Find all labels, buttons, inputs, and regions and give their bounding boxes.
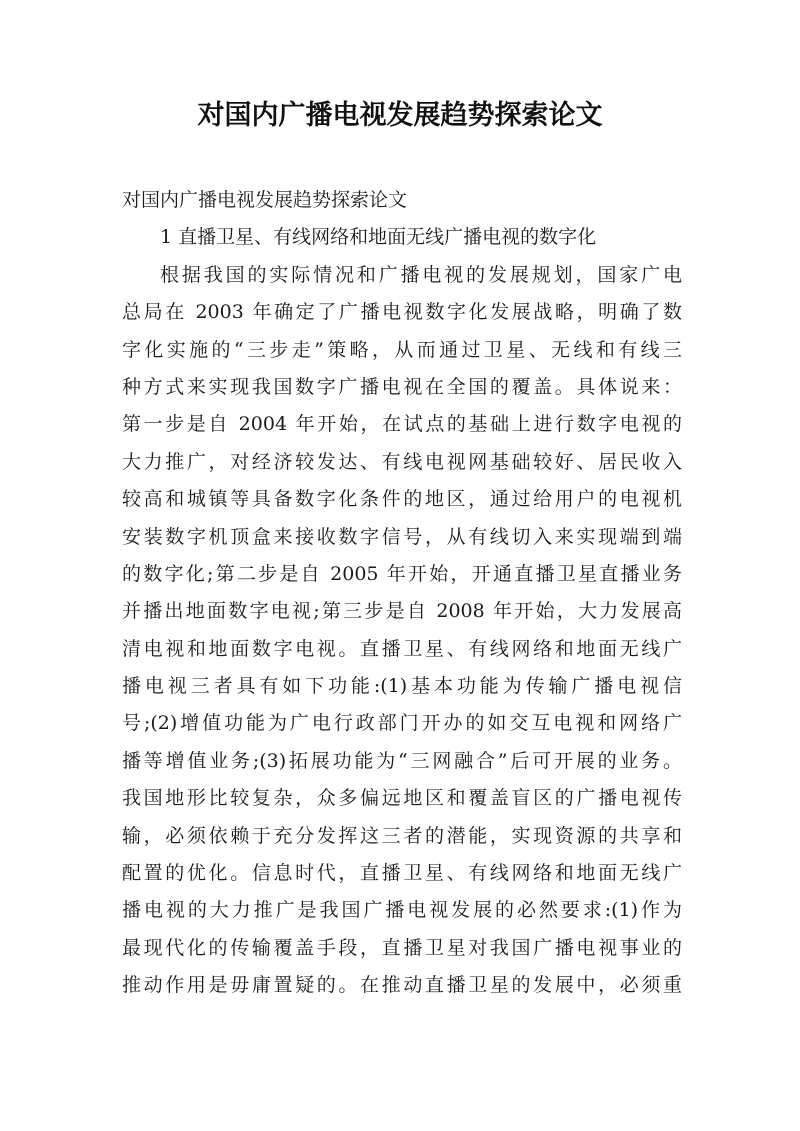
paragraph-line: 根据我国的实际情况和广播电视的发展规划，国家广电 — [160, 263, 682, 286]
paragraph-line: 输，必须依赖于充分发挥这三者的潜能，实现资源的共享和 — [122, 824, 682, 847]
paragraph-line: 播等增值业务;(3)拓展功能为“三网融合”后可开展的业务。 — [122, 749, 682, 772]
paragraph-line: 大力推广，对经济较发达、有线电视网基础较好、居民收入 — [122, 450, 682, 473]
section-heading: 1 直播卫星、有线网络和地面无线广播电视的数字化 — [160, 226, 597, 249]
paragraph-line: 种方式来实现我国数字广播电视在全国的覆盖。具体说来： — [122, 375, 682, 398]
paragraph-line: 推动作用是毋庸置疑的。在推动直播卫星的发展中，必须重 — [122, 974, 682, 997]
paragraph-line: 清电视和地面数字电视。直播卫星、有线网络和地面无线广 — [122, 637, 682, 660]
paragraph-line: 总局在 2003 年确定了广播电视数字化发展战略，明确了数 — [122, 301, 682, 324]
document-body — [122, 182, 682, 1005]
paragraph-line: 我国地形比较复杂，众多偏远地区和覆盖盲区的广播电视传 — [122, 787, 682, 810]
paragraph-line: 的数字化;第二步是自 2005 年开始，开通直播卫星直播业务 — [122, 562, 682, 585]
paragraph-line: 播电视的大力推广是我国广播电视发展的必然要求:(1)作为 — [122, 899, 682, 922]
paragraph-line: 配置的优化。信息时代，直播卫星、有线网络和地面无线广 — [122, 862, 682, 885]
paragraph-line: 播电视三者具有如下功能:(1)基本功能为传输广播电视信 — [122, 675, 682, 698]
paragraph-line: 第一步是自 2004 年开始，在试点的基础上进行数字电视的 — [122, 413, 682, 436]
paragraph-line: 安装数字机顶盒来接收数字信号，从有线切入来实现端到端 — [122, 525, 682, 548]
paragraph-line: 并播出地面数字电视;第三步是自 2008 年开始，大力发展高 — [122, 600, 682, 623]
paragraph-line: 字化实施的“三步走”策略，从而通过卫星、无线和有线三 — [122, 338, 682, 361]
paragraph-line: 较高和城镇等具备数字化条件的地区，通过给用户的电视机 — [122, 488, 682, 511]
document-title: 对国内广播电视发展趋势探索论文 — [197, 100, 603, 131]
subtitle-line: 对国内广播电视发展趋势探索论文 — [122, 189, 408, 211]
paragraph-line: 最现代化的传输覆盖手段，直播卫星对我国广播电视事业的 — [122, 936, 682, 959]
paragraph-line: 号;(2)增值功能为广电行政部门开办的如交互电视和网络广 — [122, 712, 682, 735]
